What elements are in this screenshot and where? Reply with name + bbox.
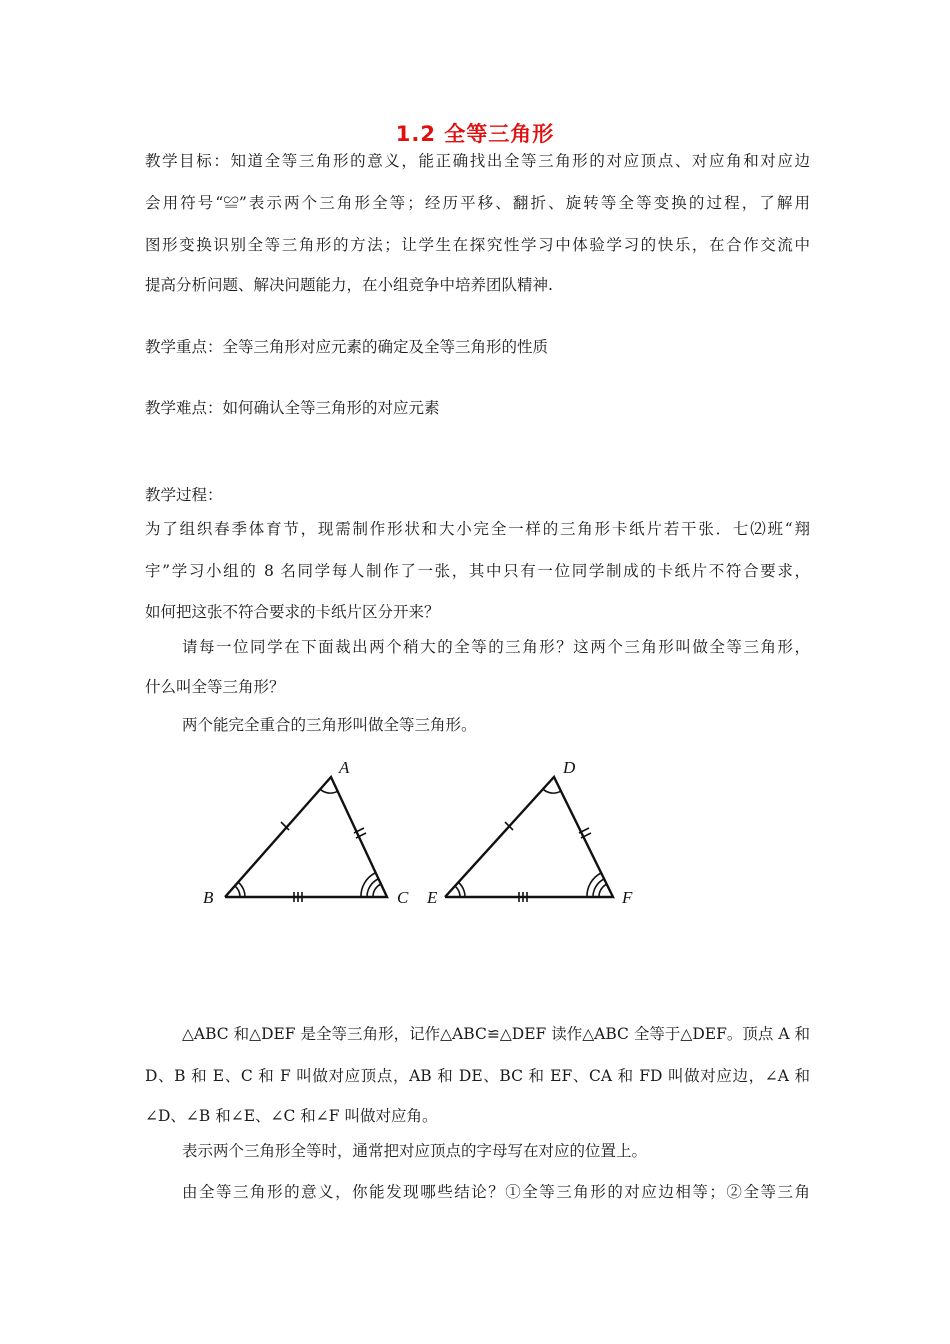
notation-line-3: ∠D、∠B 和∠E、∠C 和∠F 叫做对应角。 [145, 1107, 438, 1125]
question-line-2: 什么叫全等三角形？ [145, 678, 285, 696]
key-point: 教学重点：全等三角形对应元素的确定及全等三角形的性质 [145, 338, 549, 356]
objectives-line-3: 图形变换识别全等三角形的方法；让学生在探究性学习中体验学习的快乐，在合作交流中 [145, 236, 810, 254]
label-d: D [563, 758, 576, 777]
notation-line-2: D、B 和 E、C 和 F 叫做对应顶点，AB 和 DE、BC 和 EF、CA 和 FD 叫做对应边，∠A 和 [145, 1067, 810, 1085]
definition: 两个能完全重合的三角形叫做全等三角形。 [182, 716, 477, 734]
triangle-def [445, 777, 613, 897]
label-b: B [203, 888, 214, 907]
angle-mark-d [543, 789, 561, 793]
objectives-line-1: 教学目标：知道全等三角形的意义，能正确找出全等三角形的对应顶点、对应角和对应边 [145, 152, 810, 170]
process-heading: 教学过程： [145, 486, 223, 504]
question-line-1: 请每一位同学在下面裁出两个稍大的全等的三角形？这两个三角形叫做全等三角形， [182, 638, 810, 656]
convention: 表示两个三角形全等时，通常把对应顶点的字母写在对应的位置上。 [182, 1142, 648, 1160]
angle-mark-b-1 [235, 886, 240, 897]
conclusion: 由全等三角形的意义，你能发现哪些结论？①全等三角形的对应边相等；②全等三角 [182, 1183, 810, 1201]
objectives-line-2: 会用符号“≌”表示两个三角形全等；经历平移、翻折、旋转等全等变换的过程，了解用 [145, 194, 810, 212]
intro-line-3: 如何把这张不符合要求的卡纸片区分开来？ [145, 603, 440, 621]
intro-line-2: 宇”学习小组的 8 名同学每人制作了一张，其中只有一位同学制成的卡纸片不符合要求， [145, 562, 810, 580]
angle-mark-e-1 [455, 886, 460, 897]
triangle-abc [225, 777, 387, 897]
label-c: C [397, 888, 409, 907]
angle-mark-f-1 [599, 884, 607, 897]
angle-mark-a [320, 789, 338, 793]
label-f: F [622, 888, 633, 907]
notation-line-1: △ABC 和△DEF 是全等三角形，记作△ABC≌△DEF 读作△ABC 全等于△DEF。顶点 A 和 [182, 1025, 810, 1043]
label-a: A [339, 758, 350, 777]
difficulty: 教学难点：如何确认全等三角形的对应元素 [145, 399, 440, 417]
congruent-triangles-figure [195, 755, 655, 915]
angle-mark-c-1 [373, 884, 381, 897]
intro-line-1: 为了组织春季体育节，现需制作形状和大小完全一样的三角形卡纸片若干张．七⑵班“翔 [145, 520, 810, 538]
label-e: E [427, 888, 438, 907]
page-title: 1.2 全等三角形 [395, 122, 555, 146]
objectives-line-4: 提高分析问题、解决问题能力，在小组竞争中培养团队精神. [145, 276, 553, 294]
